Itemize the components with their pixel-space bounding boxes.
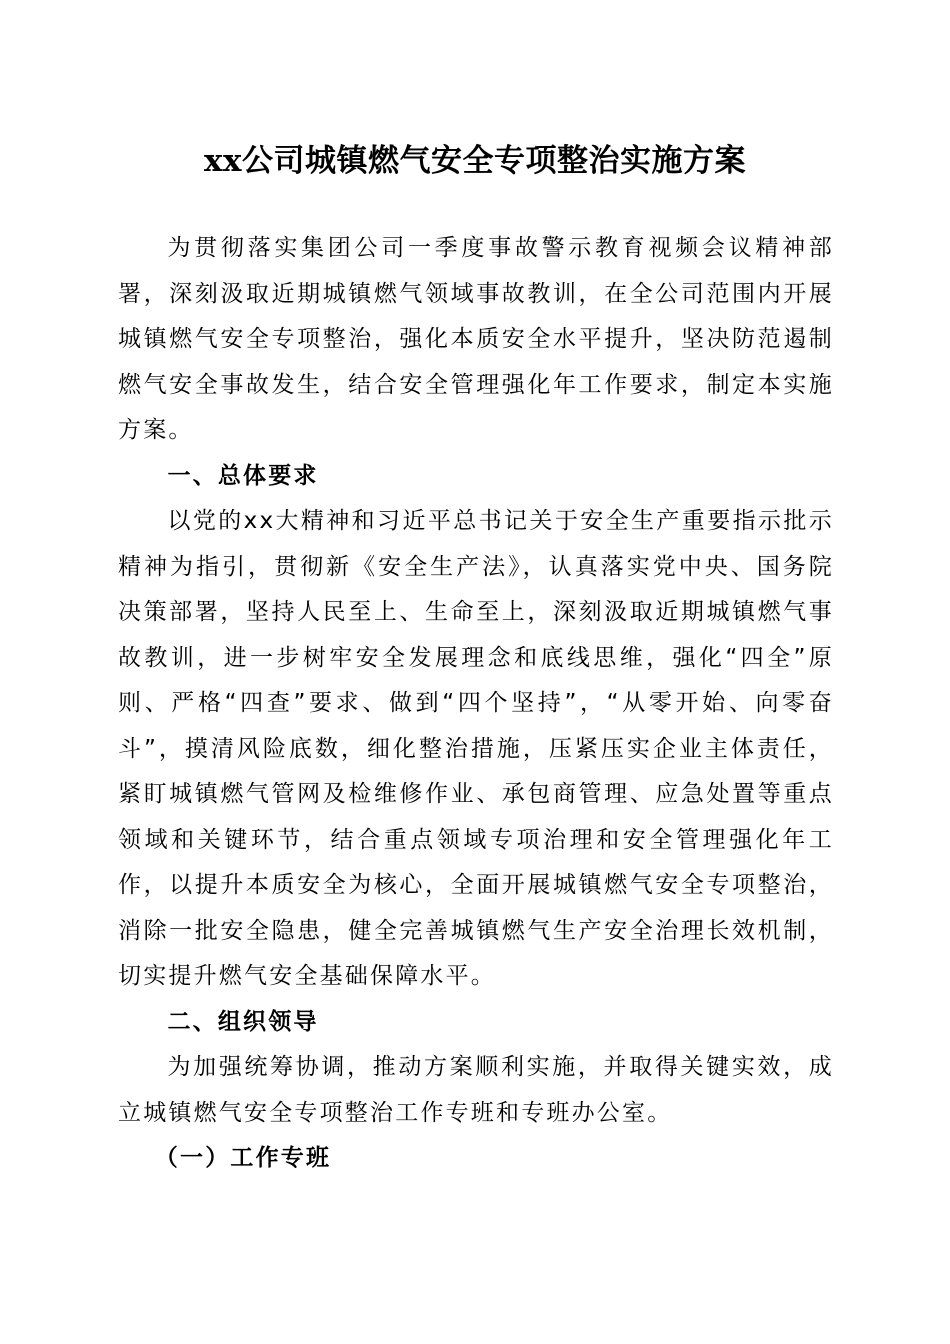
general-requirements-paragraph: 以党的xx大精神和习近平总书记关于安全生产重要指示批示精神为指引，贯彻新《安全生产法》，认真落实党中央、国务院决策部署，坚持人民至上、生命至上，深刻汲取近期城镇燃气事故教训，进一步树牢安全发展理念和底线思维，强化“四全”原则、严格“四查”要求、做到“四个坚持”，“从零开始、向零奋斗”，摸清风险底数，细化整治措施，压紧压实企业主体责任，紧盯城镇燃气管网及检维修作业、承包商管理、应急处置等重点领域和关键环节，结合重点领域专项治理和安全管理强化年工作，以提升本质安全为核心，全面开展城镇燃气安全专项整治，消除一批安全隐患，健全完善城镇燃气生产安全治理长效机制，切实提升燃气安全基础保障水平。: [118, 508, 834, 989]
organization-paragraph: 为加强统筹协调，推动方案顺利实施，并取得关键实效，成立城镇燃气安全专项整治工作专班和专班办公室。: [118, 1054, 834, 1126]
intro-paragraph: 为贯彻落实集团公司一季度事故警示教育视频会议精神部署，深刻汲取近期城镇燃气领域事故教训，在全公司范围内开展城镇燃气安全专项整治，强化本质安全水平提升，坚决防范遏制燃气安全事故发生，结合安全管理强化年工作要求，制定本实施方案。: [118, 235, 834, 443]
document-body: [118, 226, 834, 1182]
subsection-heading-work-group: （一）工作专班: [154, 1145, 332, 1171]
document-title: xx公司城镇燃气安全专项整治实施方案: [204, 143, 746, 179]
section-heading-organization: 二、组织领导: [167, 1008, 319, 1035]
section-heading-general-requirements: 一、总体要求: [167, 462, 319, 489]
